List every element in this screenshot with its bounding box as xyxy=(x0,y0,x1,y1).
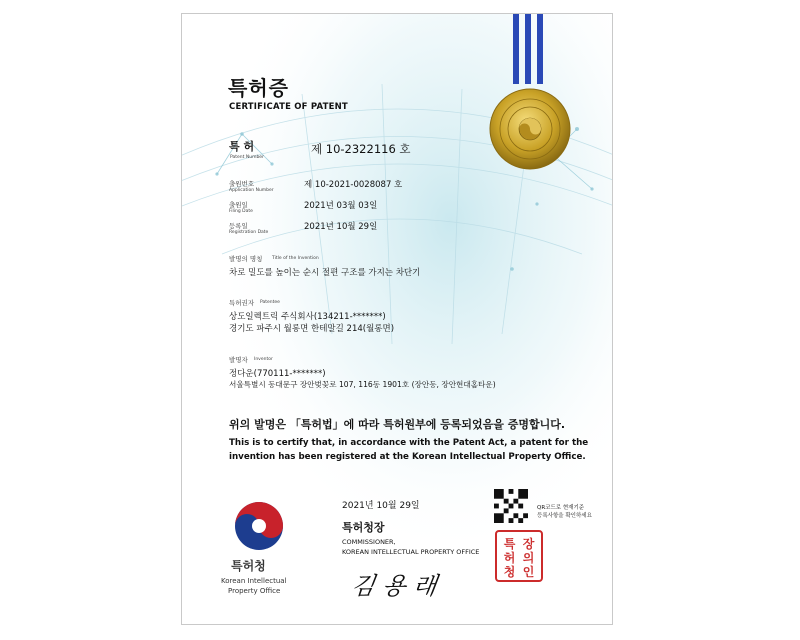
logo-name-en-line2: Property Office xyxy=(228,587,281,595)
inventor-name: 정다운(770111-*******) xyxy=(229,369,326,379)
registration-date-label: 등록일 xyxy=(229,222,248,230)
application-number-label: 출원번호 xyxy=(229,180,255,188)
patentee-address: 경기도 파주시 월롱면 한테말길 214(월롱면) xyxy=(229,324,395,334)
qr-code-icon[interactable] xyxy=(494,489,528,523)
inventor-label-en: Inventor xyxy=(254,357,273,362)
signer-title-en-line2: KOREAN INTELLECTUAL PROPERTY OFFICE xyxy=(342,548,480,556)
registration-date-label-en: Registration Date xyxy=(229,230,269,235)
ribbon-stripe xyxy=(537,14,543,84)
invention-title-value: 차로 밀도를 높이는 순시 절편 구조를 가지는 차단기 xyxy=(229,268,421,278)
certification-statement-en-line2: invention has been registered at the Korean Intellectual Property Office. xyxy=(229,452,586,462)
stamp-char: 의 xyxy=(522,551,535,565)
filing-date-label: 출원일 xyxy=(229,201,248,209)
patent-number-label: 특 허 xyxy=(229,140,255,153)
signer-title-en-line1: COMMISSIONER, xyxy=(342,538,396,546)
filing-date-value: 2021년 03월 03일 xyxy=(304,201,378,211)
registration-date-value: 2021년 10월 29일 xyxy=(304,222,378,232)
application-number-value: 제 10-2021-0028087 호 xyxy=(304,180,403,190)
kipo-logo-icon xyxy=(232,499,286,553)
qr-caption-line2: 등록사항을 확인하세요 xyxy=(537,513,592,519)
stamp-char: 인 xyxy=(522,565,535,579)
stamp-char: 허 xyxy=(503,551,516,565)
official-stamp xyxy=(495,530,543,582)
document-title-en: CERTIFICATE OF PATENT xyxy=(229,102,348,112)
patent-number-value: 제 10-2322116 호 xyxy=(311,142,411,156)
document-title: 특허증 xyxy=(228,76,289,100)
ribbon-stripe xyxy=(513,14,519,84)
signer-title: 특허청장 xyxy=(342,521,385,534)
invention-title-label: 발명의 명칭 xyxy=(229,255,263,263)
stamp-char: 청 xyxy=(503,565,516,579)
inventor-address: 서울특별시 동대문구 장안벚꽃로 107, 116동 1901호 (장안동, 장안현대홈타운) xyxy=(229,380,496,389)
certification-statement-ko: 위의 발명은 「특허법」에 따라 특허원부에 등록되었음을 증명합니다. xyxy=(229,418,566,431)
signature: 김 용 래 xyxy=(349,572,439,600)
patent-number-label-en: Patent Number xyxy=(230,155,264,160)
patentee-label-en: Patentee xyxy=(260,300,280,305)
application-number-label-en: Application Number xyxy=(229,188,274,193)
stamp-char: 특 xyxy=(503,537,516,551)
qr-caption-line1: QR코드로 현재기준 xyxy=(537,505,585,511)
issue-date: 2021년 10월 29일 xyxy=(342,501,420,511)
logo-name-en-line1: Korean Intellectual xyxy=(221,577,287,585)
invention-title-label-en: Title of the Invention xyxy=(272,256,319,261)
certification-statement-en-line1: This is to certify that, in accordance with the Patent Act, a patent for the xyxy=(229,438,589,448)
ribbon-stripe xyxy=(525,14,531,84)
logo-name-ko: 특허청 xyxy=(231,559,266,573)
certificate-document xyxy=(181,13,613,625)
patentee-label: 특허권자 xyxy=(229,299,255,307)
filing-date-label-en: Filing Date xyxy=(229,209,253,214)
gold-seal-icon xyxy=(490,89,570,169)
inventor-label: 발명자 xyxy=(229,356,248,364)
patentee-name: 상도일렉트릭 주식회사(134211-*******) xyxy=(229,312,386,322)
stamp-char: 장 xyxy=(522,537,535,551)
